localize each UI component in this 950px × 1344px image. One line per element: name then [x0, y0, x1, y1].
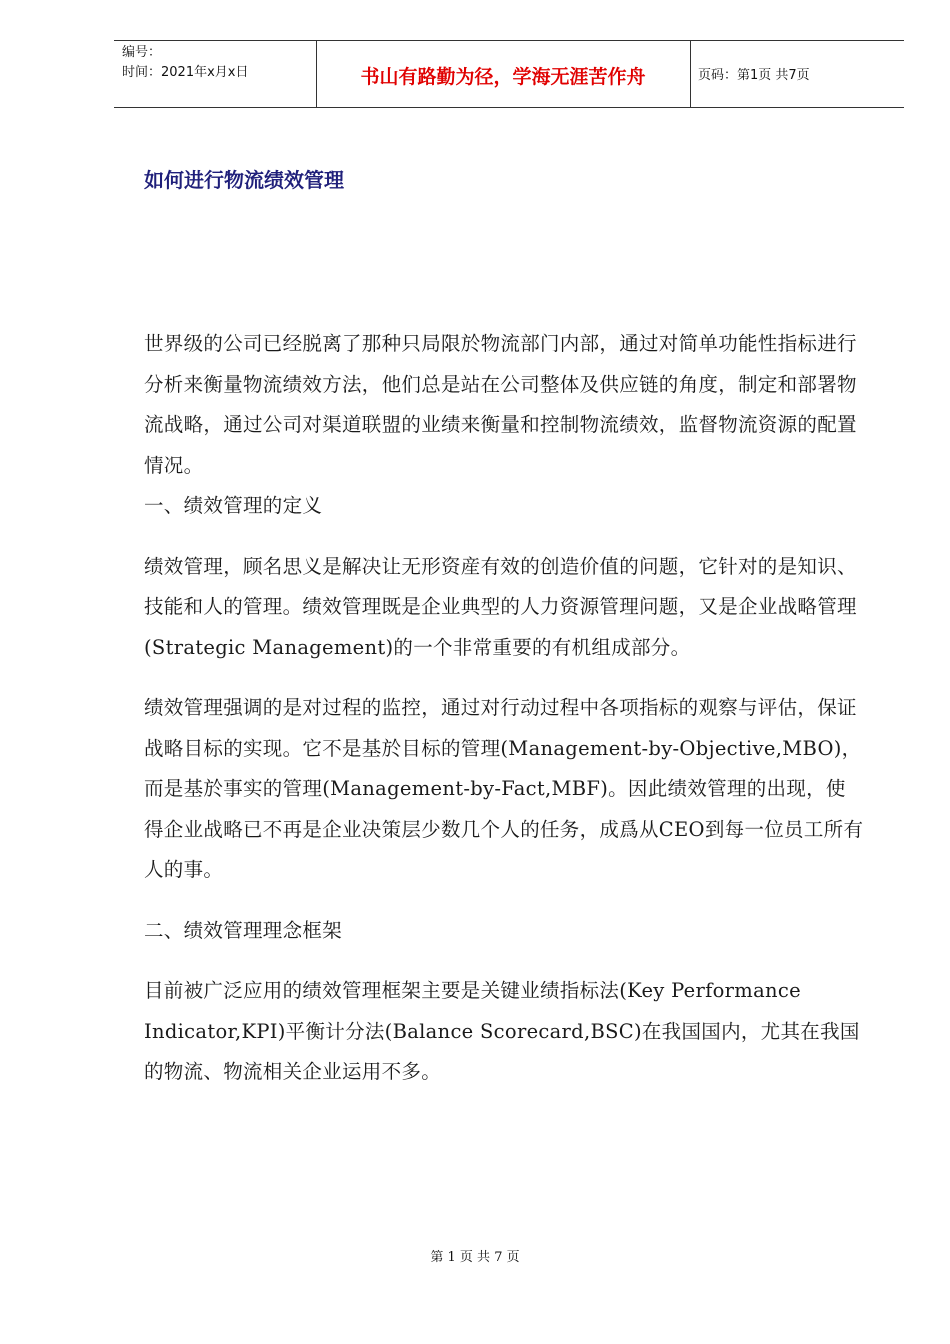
paragraph-framework: 目前被广泛应用的绩效管理框架主要是关键业绩指标法(Key Performance Indicator,KPI)平衡计分法(Balance Scorecard,BSC)在我国国内，尤其在我国的物流、物流相关企业运用不多。 [144, 979, 860, 1083]
document-title: 如何进行物流绩效管理 [144, 168, 344, 192]
header-page-info: 页码：第1页 共7页 [698, 68, 810, 83]
document-body [144, 324, 864, 1093]
section-heading-1: 一、绩效管理的定义 [144, 494, 323, 517]
time-label: 时间：2021年x月x日 [122, 65, 249, 80]
header-divider-right [690, 41, 691, 107]
section-heading-2: 二、绩效管理理念框架 [144, 918, 343, 942]
header-meta [122, 43, 248, 83]
paragraph-definition: 绩效管理，顾名思义是解决让无形资産有效的创造价值的问题，它针对的是知识、技能和人的管理。绩效管理既是企业典型的人力资源管理问题，又是企业战略管理(Strategic Management)的一个非常重要的有机组成部分。 [144, 554, 857, 659]
page-header [114, 40, 904, 108]
serial-label: 编号： [122, 45, 162, 60]
paragraph-intro: 世界级的公司已经脱离了那种只局限於物流部门内部，通过对简单功能性指标进行分析来衡量物流绩效方法，他们总是站在公司整体及供应链的角度，制定和部署物流战略，通过公司对渠道联盟的业绩来衡量和控制物流绩效，监督物流资源的配置情况。 [144, 332, 857, 477]
header-motto: 书山有路勤为径，学海无涯苦作舟 [360, 66, 646, 88]
page-footer: 第 1 页 共 7 页 [430, 1250, 520, 1265]
paragraph-monitoring: 绩效管理强调的是对过程的监控，通过对行动过程中各项指标的观察与评估，保证战略目标的实现。它不是基於目标的管理(Management-by-Objective,MBO)，而是基於事实的管理(Management-by-Fact,MBF)。因此绩效管理的出现，使得企业战略已不再是企业决策层少数几个人的任务，成爲从CEO到每一位员工所有人的事。 [144, 696, 864, 881]
